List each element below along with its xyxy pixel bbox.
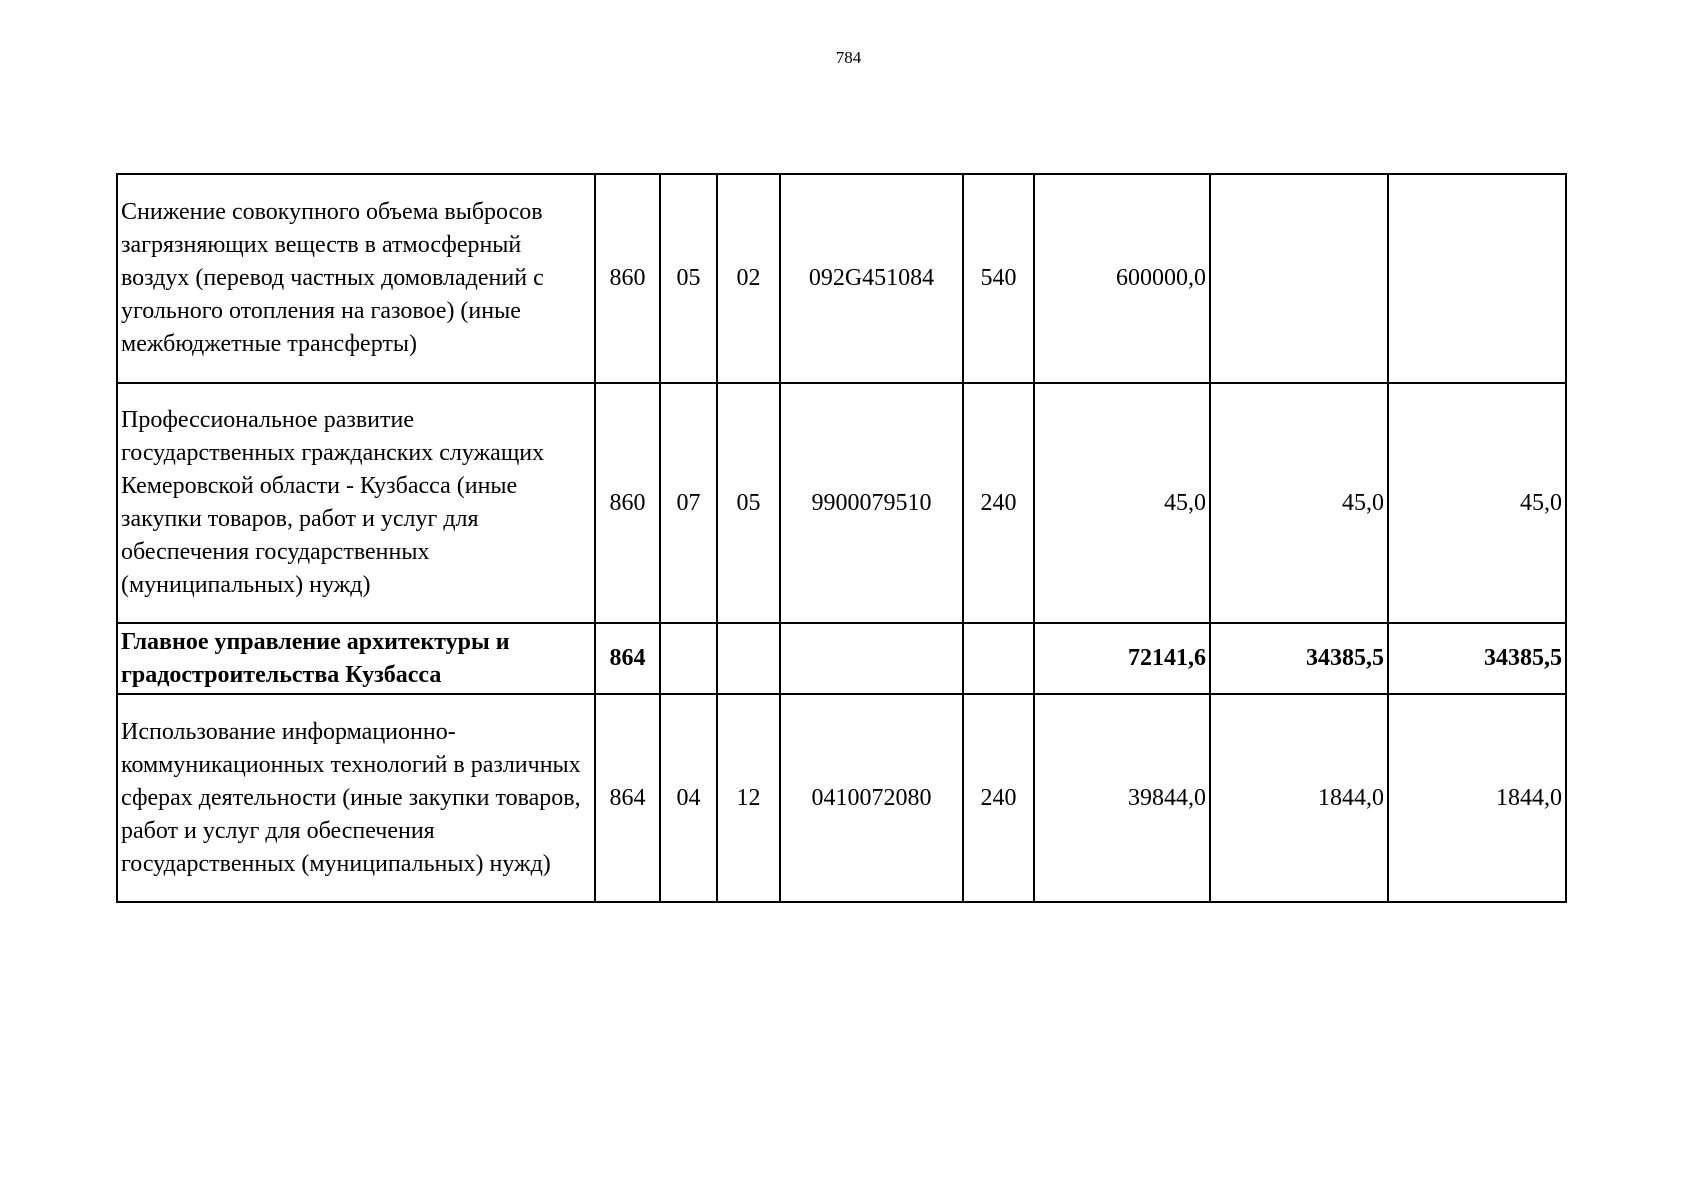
target-article-cell: 0410072080	[780, 694, 963, 902]
target-article-cell: 9900079510	[780, 383, 963, 623]
target-article-cell	[780, 623, 963, 694]
subsection-code-cell	[717, 623, 780, 694]
row-name-cell: Использование информационно-коммуникационных технологий в различных сферах деятельности (иные закупки товаров, работ и услуг для обеспечения государственных (муниципальных) нужд)	[117, 694, 595, 902]
amount-year2-cell: 45,0	[1210, 383, 1388, 623]
amount-year1-cell: 39844,0	[1034, 694, 1210, 902]
amount-year2-cell: 34385,5	[1210, 623, 1388, 694]
subsection-code-cell: 02	[717, 174, 780, 383]
section-code-cell: 05	[660, 174, 717, 383]
expense-type-cell	[963, 623, 1034, 694]
expense-type-cell: 240	[963, 383, 1034, 623]
ministry-code-cell: 864	[595, 694, 660, 902]
expense-type-cell: 240	[963, 694, 1034, 902]
amount-year3-cell: 1844,0	[1388, 694, 1566, 902]
section-code-cell	[660, 623, 717, 694]
section-code-cell: 04	[660, 694, 717, 902]
amount-year3-cell	[1388, 174, 1566, 383]
table-row	[117, 694, 1566, 902]
amount-year3-cell: 45,0	[1388, 383, 1566, 623]
amount-year1-cell: 72141,6	[1034, 623, 1210, 694]
amount-year3-cell: 34385,5	[1388, 623, 1566, 694]
amount-year2-cell: 1844,0	[1210, 694, 1388, 902]
row-name-cell: Главное управление архитектуры и градостроительства Кузбасса	[117, 623, 595, 694]
expense-type-cell: 540	[963, 174, 1034, 383]
amount-year1-cell: 600000,0	[1034, 174, 1210, 383]
amount-year1-cell: 45,0	[1034, 383, 1210, 623]
subsection-code-cell: 12	[717, 694, 780, 902]
section-code-cell: 07	[660, 383, 717, 623]
table-row	[117, 174, 1566, 383]
ministry-code-cell: 864	[595, 623, 660, 694]
table-row-department-total	[117, 623, 1566, 694]
row-name-cell: Снижение совокупного объема выбросов загрязняющих веществ в атмосферный воздух (перевод частных домовладений с угольного отопления на газовое) (иные межбюджетные трансферты)	[117, 174, 595, 383]
ministry-code-cell: 860	[595, 383, 660, 623]
page-number: 784	[835, 48, 862, 67]
target-article-cell: 092G451084	[780, 174, 963, 383]
row-name-cell: Профессиональное развитие государственных гражданских служащих Кемеровской области - Кузбасса (иные закупки товаров, работ и услуг для обеспечения государственных (муниципальных) нужд)	[117, 383, 595, 623]
ministry-code-cell: 860	[595, 174, 660, 383]
budget-table	[116, 173, 1567, 903]
table-row	[117, 383, 1566, 623]
amount-year2-cell	[1210, 174, 1388, 383]
subsection-code-cell: 05	[717, 383, 780, 623]
